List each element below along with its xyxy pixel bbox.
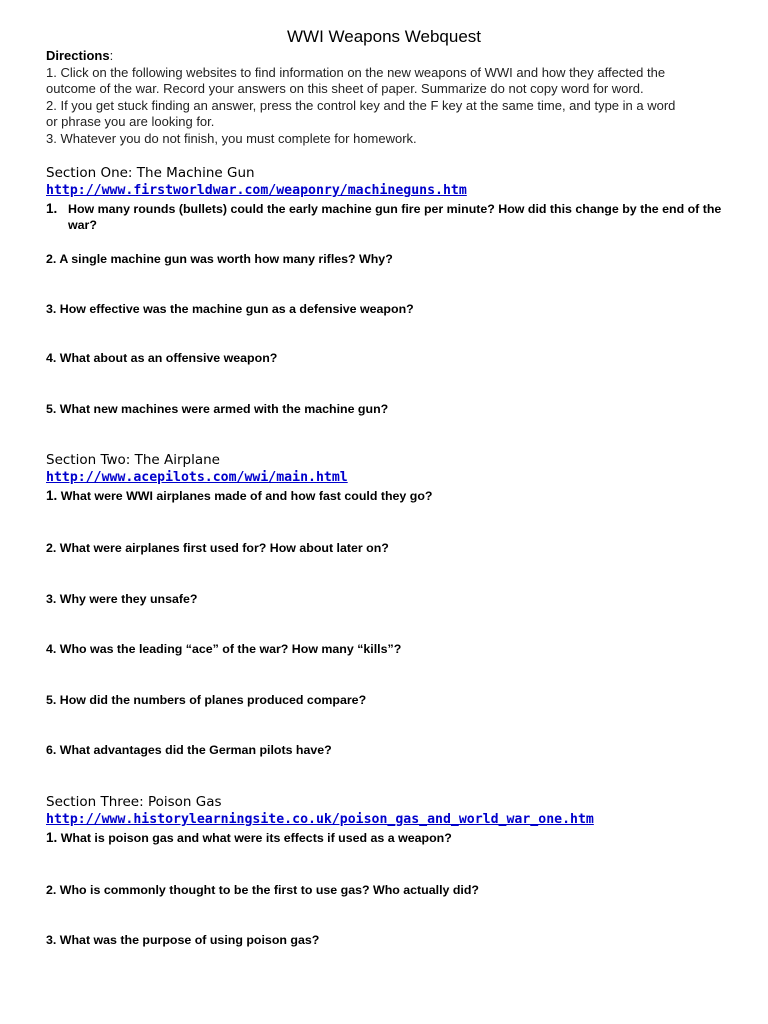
section-one-title: Section One: The Machine Gun [46,165,255,181]
question-item [46,401,746,417]
section-two-title: Section Two: The Airplane [46,452,220,468]
question-text: Who is commonly thought to be the first to use gas? Who actually did? [56,883,480,897]
question-text: How many rounds (bullets) could the early machine gun fire per minute? How did this change by the end of the war? [68,202,722,232]
directions-heading-line [46,48,736,65]
question-number: 5. [46,693,57,707]
directions-line: 1. Click on the following websites to find information on the new weapons of WWI and how they affected the [46,64,666,80]
question-number: 5. [46,402,57,416]
question-text: A single machine gun was worth how many rifles? Why? [56,252,393,266]
question-number: 6. [46,743,57,757]
question-number: 4. [46,351,57,365]
question-number: 1. [46,488,58,503]
directions-line: 3. Whatever you do not finish, you must complete for homework. [46,130,417,146]
question-number: 1. [46,201,58,216]
question-number: 2. [46,883,57,897]
question-item [46,540,746,556]
question-item [46,932,746,948]
question-number: 3. [46,302,57,316]
section-three-title: Section Three: Poison Gas [46,794,222,810]
question-number: 3. [46,592,57,606]
question-item [46,692,746,708]
directions-line: 2. If you get stuck finding an answer, press the control key and the F key at the same time, and type in a word [46,97,676,113]
section-two-link[interactable]: http://www.acepilots.com/wwi/main.html [46,470,348,485]
section-one-link[interactable]: http://www.firstworldwar.com/weaponry/machineguns.htm [46,183,467,198]
question-item [46,251,746,267]
question-item [46,488,746,504]
directions-heading: Directions [46,48,110,63]
question-text: How did the numbers of planes produced compare? [56,693,367,707]
question-item [46,830,746,846]
question-text: Why were they unsafe? [56,592,198,606]
question-number: 3. [46,933,57,947]
section-three-link[interactable]: http://www.historylearningsite.co.uk/poison_gas_and_world_war_one.htm [46,812,594,827]
question-item [46,882,746,898]
directions-line: or phrase you are looking for. [46,114,215,129]
question-item [46,742,746,758]
directions-line: outcome of the war. Record your answers on this sheet of paper. Summarize do not copy word for word. [46,81,644,96]
question-text: What new machines were armed with the machine gun? [56,402,389,416]
question-text: How effective was the machine gun as a defensive weapon? [56,302,414,316]
question-text: What were airplanes first used for? How about later on? [56,541,389,555]
question-number: 1. [46,830,58,845]
directions-heading-colon: : [109,48,114,63]
question-item [46,591,746,607]
question-text: What were WWI airplanes made of and how fast could they go? [57,489,433,503]
question-text: Who was the leading “ace” of the war? How many “kills”? [56,642,402,656]
page-title: WWI Weapons Webquest [286,27,481,46]
question-item [46,350,746,366]
question-text: What about as an offensive weapon? [56,351,278,365]
question-number: 2. [46,541,57,555]
question-item [46,301,746,317]
question-item [46,641,746,657]
question-number: 2. [46,252,57,266]
question-number: 4. [46,642,57,656]
question-text: What is poison gas and what were its effects if used as a weapon? [57,831,452,845]
question-text: What was the purpose of using poison gas? [56,933,320,947]
question-item [46,201,748,233]
directions-block [46,48,736,147]
question-text: What advantages did the German pilots have? [56,743,332,757]
